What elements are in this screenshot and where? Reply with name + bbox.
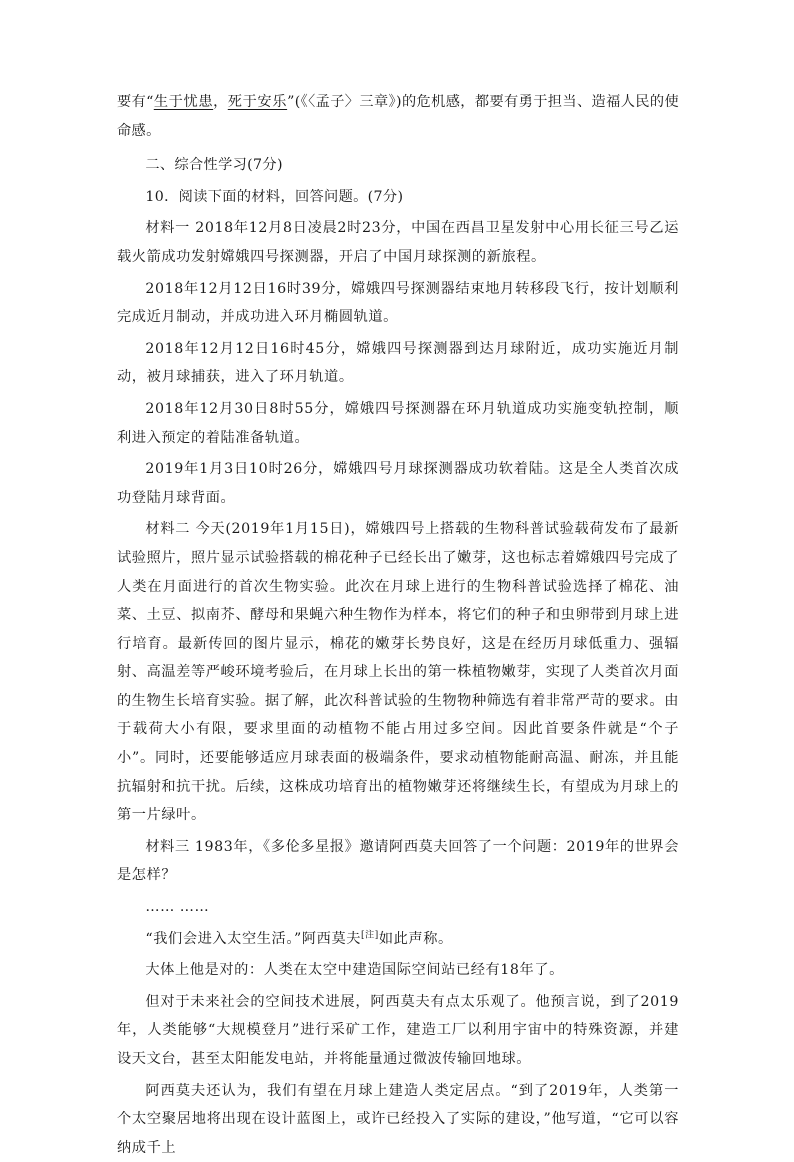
material-3-label: 材料三 [145,838,190,855]
material-1-paragraph-2: 2018年12月12日16时39分，嫦娥四号探测器结束地月转移段飞行，按计划顺利完成近月制动，并成功进入环月椭圆轨道。 [117,280,679,326]
material-2-text: 今天(2019年1月15日)，嫦娥四号上搭载的生物科普试验载荷发布了最新试验照片，照片显示试验搭载的棉花种子已经长出了嫩芽，这也标志着嫦娥四号完成了人类在月面进行的首次生物实验。此次在月球上进行的生物科普试验选择了棉花、油菜、土豆、拟南芥、酵母和果蝇六种生物作为样本，将它们的种子和虫卵带到月球上进行培育。最新传回的图片显示，棉花的嫩芽长势良好，这是在经历月球低重力、强辐射、高温差等严峻环境考验后，在月球上长出的第一株植物嫩芽，实现了人类首次月面的生物生长培育实验。据了解，此次科普试验的生物物种筛选有着非常严苛的要求。由于载荷大小有限，要求里面的动植物不能占用过多空间。因此首要条件就是“个子小”。同时，还要能够适应月球表面的极端条件，要求动植物能耐高温、耐冻，并且能抗辐射和抗干扰。后续，这株成功培育出的植物嫩芽还将继续生长，有望成为月球上的第一片绿叶。 [117,521,679,824]
question-10: 10．阅读下面的材料，回答问题。(7分) [145,188,404,205]
intro-post: ”(《〈孟子〉三章》)的危机感，都要有勇于担当、造福人民的使命感。 [117,94,679,139]
material-1-paragraph-4: 2018年12月30日8时55分，嫦娥四号探测器在环月轨道成功实施变轨控制，顺利进入预定的着陆准备轨道。 [117,400,679,446]
material-1-paragraph-5: 2019年1月3日10时26分，嫦娥四号月球探测器成功软着陆。这是全人类首次成功登陆月球背面。 [117,461,679,506]
material-1-label: 材料一 [145,220,191,237]
material-3-paragraph-3: 但对于未来社会的空间技术进展，阿西莫夫有点太乐观了。他预言说，到了2019年，人类能够“大规模登月”进行采矿工作，建造工厂以利用宇宙中的特殊资源，并建设天文台，甚至太阳能发电站，并将能量通过微波传输回地球。 [117,993,679,1067]
material-1-text-1: 2018年12月8日凌晨2时23分，中国在西昌卫星发射中心用长征三号乙运载火箭成功发射嫦娥四号探测器，开启了中国月球探测的新旅程。 [117,220,679,265]
intro-pre: 要有“ [117,94,154,110]
quote-pre: “我们会进入太空生活。”阿西莫夫 [145,930,362,947]
intro-paragraph [117,88,679,145]
material-2-label: 材料二 [145,521,191,538]
intro-comma: ， [213,94,228,110]
ellipsis-line: …… …… [145,899,210,916]
quote-underlined-1: 生于忧患 [153,94,214,110]
material-3-quote [117,925,679,954]
material-1-paragraph-1 [117,214,679,271]
material-3-text: 1983年，《多伦多星报》邀请阿西莫夫回答了一个问题：2019年的世界会是怎样？ [117,838,679,884]
material-2-paragraph [117,515,679,830]
quote-underlined-2: 死于安乐 [227,94,288,110]
page-content [117,88,679,1162]
material-1-paragraph-3: 2018年12月12日16时45分，嫦娥四号探测器到达月球附近，成功实施近月制动，被月球捕获，进入了环月轨道。 [117,340,679,386]
material-3-paragraph-2: 大体上他是对的：人类在太空中建造国际空间站已经有18年了。 [145,962,564,979]
footnote-marker: [注] [361,929,379,940]
quote-post: 如此声称。 [378,930,453,947]
material-3-paragraph-4: 阿西莫夫还认为，我们有望在月球上建造人类定居点。“到了2019年，人类第一个太空聚居地将出现在设计蓝图上，或许已经投入了实际的建设，”他写道，“它可以容纳成千上 [117,1082,679,1156]
section-heading: 二、综合性学习(7分) [145,157,283,174]
material-3-paragraph-1 [117,833,679,890]
